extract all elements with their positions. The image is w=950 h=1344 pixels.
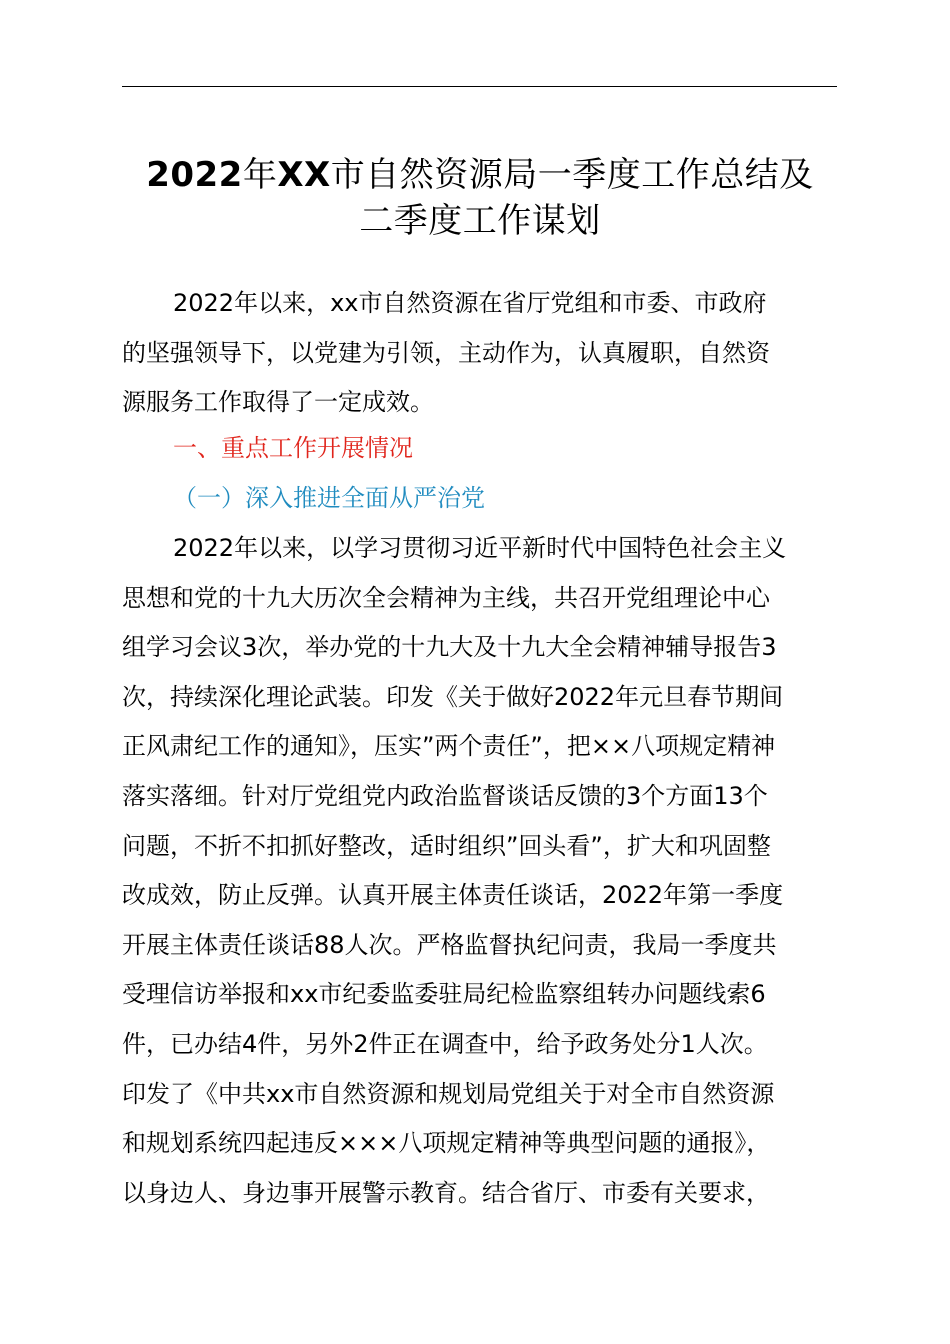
paragraph-line: 组学习会议3次，举办党的十九大及十九大全会精神辅导报告3	[122, 633, 777, 662]
title-line-1-rest: 市自然资源局一季度工作总结及	[330, 155, 814, 195]
header-rule	[122, 86, 837, 87]
paragraph-line: 以身边人、身边事开展警示教育。结合省厅、市委有关要求，	[122, 1178, 770, 1207]
paragraph-line: 正风肃纪工作的通知》，压实”两个责任”，把××八项规定精神	[122, 732, 776, 761]
document-title	[100, 152, 860, 244]
paragraph-line: 2022年以来，xx市自然资源在省厅党组和市委、市政府	[173, 289, 767, 317]
paragraph-line: 次，持续深化理论武装。印发《关于做好2022年元旦春节期间	[122, 682, 784, 711]
paragraph-line: 和规划系统四起违反×××八项规定精神等典型问题的通报》，	[122, 1129, 771, 1158]
title-year-suffix: 年	[242, 155, 278, 195]
paragraph-line: 的坚强领导下，以党建为引领，主动作为，认真履职，自然资	[122, 338, 770, 367]
title-line-2: 二季度工作谋划	[359, 201, 601, 241]
paragraph-line: 件，已办结4件，另外2件正在调查中，给予政务处分1人次。	[122, 1029, 768, 1058]
paragraph-line: 落实落细。针对厅党组党内政治监督谈话反馈的3个方面13个	[122, 781, 768, 810]
paragraph-line: 开展主体责任谈话88人次。严格监督执纪问责，我局一季度共	[122, 930, 777, 959]
paragraph-line: 问题，不折不扣抓好整改，适时组织”回头看”，扩大和巩固整	[122, 831, 771, 860]
title-year: 2022	[146, 155, 243, 195]
paragraph-line: 思想和党的十九大历次全会精神为主线，共召开党组理论中心	[122, 583, 770, 612]
subsection-heading: （一）深入推进全面从严治党	[173, 484, 485, 512]
title-line-1	[100, 152, 860, 198]
intro-paragraph	[122, 279, 842, 428]
paragraph-line: 改成效，防止反弹。认真开展主体责任谈话，2022年第一季度	[122, 881, 784, 910]
paragraph-line: 印发了《中共xx市自然资源和规划局党组关于对全市自然资源	[122, 1079, 775, 1108]
paragraph-line: 2022年以来，以学习贯彻习近平新时代中国特色社会主义	[173, 534, 787, 562]
section-heading: 一、重点工作开展情况	[173, 434, 413, 462]
paragraph-line: 源服务工作取得了一定成效。	[122, 388, 434, 417]
title-city-placeholder: XX	[277, 155, 331, 195]
paragraph-line: 受理信访举报和xx市纪委监委驻局纪检监察组转办问题线索6	[122, 980, 766, 1009]
body-paragraph	[122, 524, 842, 1218]
